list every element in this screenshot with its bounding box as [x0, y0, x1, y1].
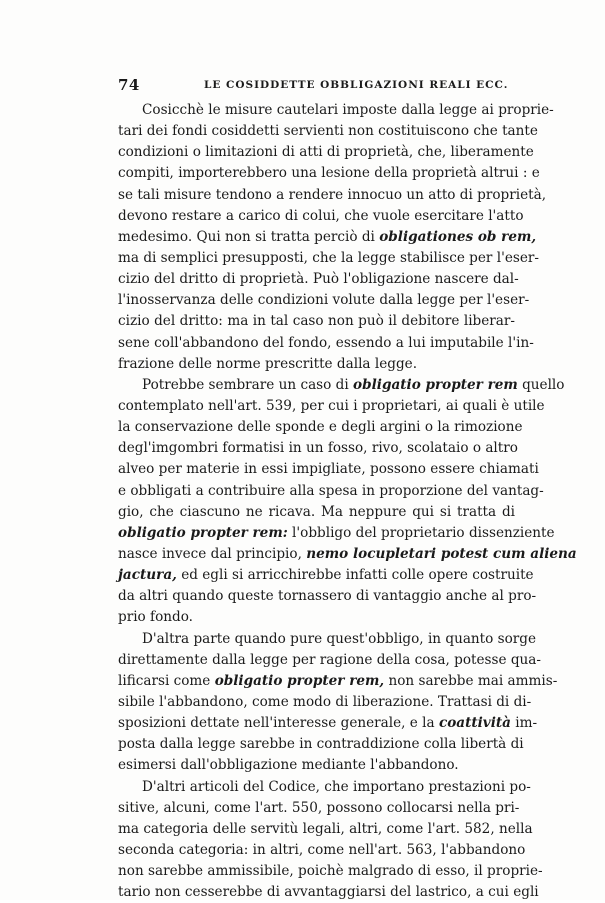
text-segment: non sarebbe mai ammis- [384, 673, 557, 689]
text-segment: compiti, importerebbero una lesione della proprietà altrui : e [118, 165, 540, 181]
text-segment: ma di semplici presupposti, che la legge stabilisce per l'eser- [118, 250, 539, 266]
text-line [118, 163, 515, 184]
emphasis-text: obligationes ob rem, [379, 229, 536, 245]
text-line [118, 861, 515, 882]
text-line [118, 565, 515, 586]
text-segment: Cosicchè le misure cautelari imposte dalla legge ai proprie- [142, 102, 554, 118]
text-line [118, 438, 515, 459]
emphasis-text: obligatio propter rem [353, 377, 518, 393]
text-line [118, 290, 515, 311]
text-segment: im- [511, 715, 537, 731]
text-segment: sene coll'abbandono del fondo, essendo a lui imputabile l'in- [118, 335, 534, 351]
text-line [118, 755, 515, 776]
text-segment: D'altri articoli del Codice, che importano prestazioni po- [142, 779, 531, 795]
text-segment: l'inosservanza delle condizioni volute dalla legge per l'eser- [118, 292, 529, 308]
text-line [118, 375, 515, 396]
text-segment: e obbligati a contribuire alla spesa in proporzione del vantag- [118, 483, 544, 499]
text-segment: seconda categoria: in altri, come nell'art. 563, l'abbandono [118, 842, 525, 858]
text-segment: frazione delle norme prescritte dalla legge. [118, 356, 417, 372]
text-line [118, 459, 515, 480]
text-line [118, 121, 515, 142]
text-segment: ed egli si arricchirebbe infatti colle opere costruite [177, 567, 534, 583]
text-line [118, 481, 515, 502]
text-segment: cizio del dritto: ma in tal caso non può il debitore liberar- [118, 313, 515, 329]
text-line [118, 100, 515, 121]
text-line [118, 248, 515, 269]
text-line [118, 142, 515, 163]
text-line [118, 777, 515, 798]
text-line [118, 417, 515, 438]
text-line [118, 269, 515, 290]
text-segment: non sarebbe ammissibile, poichè malgrado di esso, il proprie- [118, 863, 543, 879]
text-segment: posta dalla legge sarebbe in contraddizione colla libertà di [118, 736, 524, 752]
text-line [118, 396, 515, 417]
text-segment: sposizioni dettate nell'interesse generale, e la [118, 715, 439, 731]
paragraph [118, 629, 515, 777]
text-line [118, 333, 515, 354]
emphasis-text: nemo locupletari potest cum aliena [306, 546, 577, 562]
emphasis-text: obligatio propter rem: [118, 525, 288, 541]
text-segment: ma categoria delle servitù legali, altri, come l'art. 582, nella [118, 821, 533, 837]
text-line [118, 629, 515, 650]
text-line [118, 798, 515, 819]
text-segment: condizioni o limitazioni di atti di proprietà, che, liberamente [118, 144, 534, 160]
text-segment: direttamente dalla legge per ragione della cosa, potesse qua- [118, 652, 541, 668]
text-segment: sitive, alcuni, come l'art. 550, possono collocarsi nella pri- [118, 800, 519, 816]
text-line [118, 227, 515, 248]
text-line [118, 523, 515, 544]
text-segment: prio fondo. [118, 609, 193, 625]
paragraph [118, 777, 515, 903]
text-line [118, 311, 515, 332]
text-segment: nasce invece dal principio, [118, 546, 306, 562]
emphasis-text: jactura, [118, 567, 177, 583]
text-segment: alveo per materie in essi impigliate, possono essere chiamati [118, 461, 539, 477]
text-segment: la conservazione delle sponde e degli argini o la rimozione [118, 419, 523, 435]
text-line [118, 819, 515, 840]
text-line [118, 185, 515, 206]
text-segment: Potrebbe sembrare un caso di [142, 377, 353, 393]
text-segment: tari dei fondi cosiddetti servienti non costituiscono che tante [118, 123, 538, 139]
text-segment: quello [518, 377, 565, 393]
text-segment: l'obbligo del proprietario dissenziente [288, 525, 555, 541]
page-number: 74 [118, 76, 140, 94]
text-line [118, 713, 515, 734]
text-segment: esimersi dall'obbligazione mediante l'abbandono. [118, 757, 459, 773]
text-line [118, 840, 515, 861]
text-line [118, 692, 515, 713]
text-line [118, 586, 515, 607]
body-text [118, 100, 515, 903]
text-segment: degl'imgombri formatisi in un fosso, rivo, scolataio o altro [118, 440, 518, 456]
text-line [118, 544, 515, 565]
running-head [118, 76, 515, 96]
text-segment: contemplato nell'art. 539, per cui i proprietari, ai quali è utile [118, 398, 545, 414]
paragraph [118, 375, 515, 629]
text-line [118, 882, 515, 903]
text-segment: D'altra parte quando pure quest'obbligo, in quanto sorge [142, 631, 536, 647]
text-line [118, 502, 515, 523]
text-segment: cizio del dritto di proprietà. Può l'obligazione nascere dal- [118, 271, 519, 287]
emphasis-text: coattività [439, 715, 511, 731]
text-segment: lificarsi come [118, 673, 215, 689]
text-segment: devono restare a carico di colui, che vuole esercitare l'atto [118, 208, 524, 224]
running-head-title: LE COSIDDETTE OBBLIGAZIONI REALI ECC. [204, 79, 508, 91]
text-segment: medesimo. Qui non si tratta perciò di [118, 229, 379, 245]
text-segment: sibile l'abbandono, come modo di liberazione. Trattasi di di- [118, 694, 531, 710]
text-line [118, 734, 515, 755]
text-segment: da altri quando queste tornassero di vantaggio anche al pro- [118, 588, 536, 604]
text-line [118, 671, 515, 692]
text-segment: se tali misure tendono a rendere innocuo un atto di proprietà, [118, 187, 546, 203]
text-line [118, 650, 515, 671]
text-segment: gio, che ciascuno ne ricava. Ma neppure qui si tratta di [118, 504, 515, 520]
text-line [118, 354, 515, 375]
text-line [118, 607, 515, 628]
emphasis-text: obligatio propter rem, [215, 673, 384, 689]
text-line [118, 206, 515, 227]
paragraph [118, 100, 515, 375]
text-segment: tario non cesserebbe di avvantaggiarsi del lastrico, a cui egli [118, 884, 539, 900]
